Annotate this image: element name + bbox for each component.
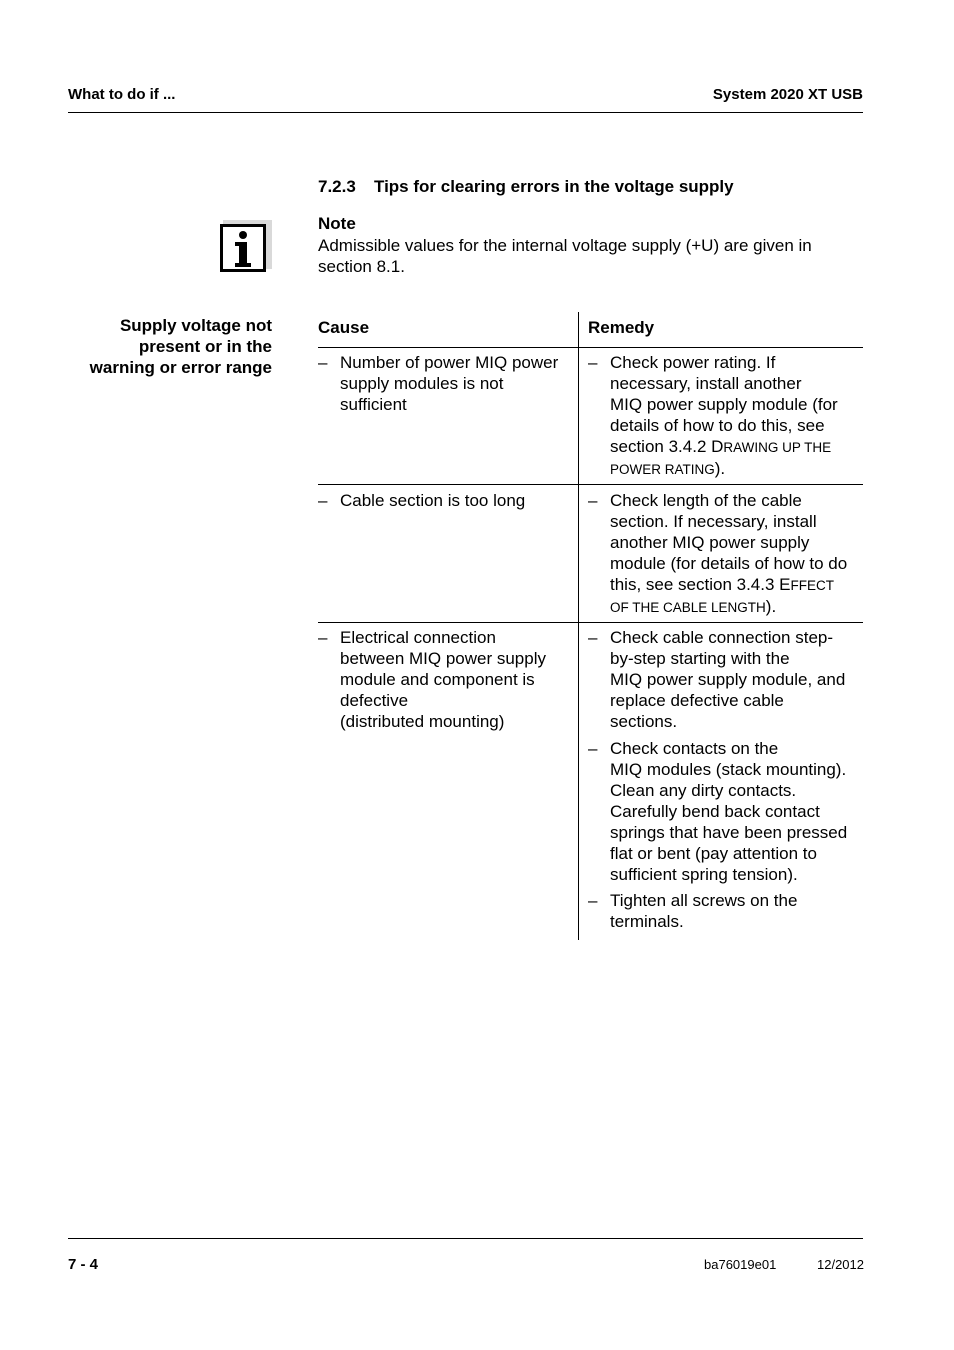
dash-bullet: – — [318, 491, 328, 510]
note-label: Note — [318, 214, 356, 233]
cause-line: (distributed mounting) — [340, 712, 505, 731]
remedy-line: MIQ power supply module, and — [610, 670, 846, 689]
cause-line: Number of power MIQ power — [340, 353, 559, 372]
remedy-line: MIQ power supply module (for — [610, 395, 838, 414]
remedy-line: terminals. — [610, 912, 684, 931]
cause-line: module and component is — [340, 670, 535, 689]
cross-reference-cont — [610, 596, 865, 618]
reference-title: OF THE CABLE LENGTH — [610, 600, 766, 615]
dash-bullet: – — [588, 739, 598, 758]
remedy-line: Check power rating. If — [610, 353, 776, 372]
cross-reference — [610, 574, 865, 596]
reference-title: POWER RATING — [610, 462, 715, 477]
reference-title: RAWING UP THE — [723, 440, 832, 455]
cross-reference — [610, 436, 865, 458]
section-title — [318, 177, 734, 197]
footer-rule — [68, 1238, 863, 1239]
cause-line: defective — [340, 691, 409, 710]
section-number: 7.2.3 — [318, 177, 356, 196]
cause-line: Cable section is too long — [340, 491, 526, 510]
remedy-line: sections. — [610, 712, 678, 731]
info-icon — [220, 220, 272, 272]
remedy-line: MIQ modules (stack mounting). — [610, 760, 847, 779]
remedy-line: Tighten all screws on the — [610, 891, 798, 910]
remedy-line: sufficient spring tension). — [610, 865, 798, 884]
dash-bullet: – — [318, 628, 328, 647]
running-header-chapter: What to do if ... — [68, 86, 176, 103]
reference-title: FFECT — [790, 578, 834, 593]
side-heading-line: Supply voltage not — [119, 316, 272, 335]
remedy-line: replace defective cable — [610, 691, 784, 710]
remedy-line: another MIQ power supply — [610, 533, 810, 552]
reference-suffix: ). — [765, 597, 777, 616]
note-text — [318, 235, 858, 277]
running-header-product: System 2020 XT USB — [712, 86, 863, 103]
side-heading-line: warning or error range — [89, 358, 272, 377]
table-row-divider — [318, 622, 863, 623]
document-date: 12/2012 — [817, 1257, 864, 1272]
page-number: 7 - 4 — [68, 1256, 99, 1273]
table-header-rule — [318, 347, 863, 348]
dash-bullet: – — [318, 353, 328, 372]
cause-line: Electrical connection — [340, 628, 496, 647]
note-line: section 8.1. — [318, 257, 405, 276]
cause-line: between MIQ power supply — [340, 649, 546, 668]
remedy-line: Check contacts on the — [610, 739, 779, 758]
reference-suffix: ). — [714, 459, 726, 478]
cause-line: sufficient — [340, 395, 407, 414]
document-id: ba76019e01 — [704, 1257, 777, 1272]
remedy-line: by-step starting with the — [610, 649, 790, 668]
header-rule — [68, 112, 863, 113]
side-heading-line: present or in the — [138, 337, 272, 356]
remedy-line: springs that have been pressed — [610, 823, 848, 842]
side-heading — [52, 315, 272, 378]
remedy-line: Clean any dirty contacts. — [610, 781, 797, 800]
reference-prefix: this, see section 3.4.3 E — [610, 575, 791, 594]
table-row-divider — [318, 484, 863, 485]
note-line: Admissible values for the internal voltage supply (+U) are given in — [318, 236, 812, 255]
remedy-line: necessary, install another — [610, 374, 802, 393]
dash-bullet: – — [588, 891, 598, 910]
cause-line: supply modules is not — [340, 374, 504, 393]
cross-reference-cont — [610, 458, 865, 480]
remedy-line: flat or bent (pay attention to — [610, 844, 817, 863]
remedy-line: Check length of the cable — [610, 491, 802, 510]
column-header-remedy: Remedy — [588, 318, 655, 337]
remedy-line: section. If necessary, install — [610, 512, 817, 531]
reference-prefix: section 3.4.2 D — [610, 437, 724, 456]
remedy-line: Check cable connection step- — [610, 628, 834, 647]
dash-bullet: – — [588, 628, 598, 647]
dash-bullet: – — [588, 491, 598, 510]
dash-bullet: – — [588, 353, 598, 372]
remedy-line: details of how to do this, see — [610, 416, 825, 435]
column-header-cause: Cause — [318, 318, 370, 337]
remedy-line: module (for details of how to do — [610, 554, 848, 573]
remedy-line: Carefully bend back contact — [610, 802, 820, 821]
section-title-text: Tips for clearing errors in the voltage supply — [374, 177, 734, 196]
